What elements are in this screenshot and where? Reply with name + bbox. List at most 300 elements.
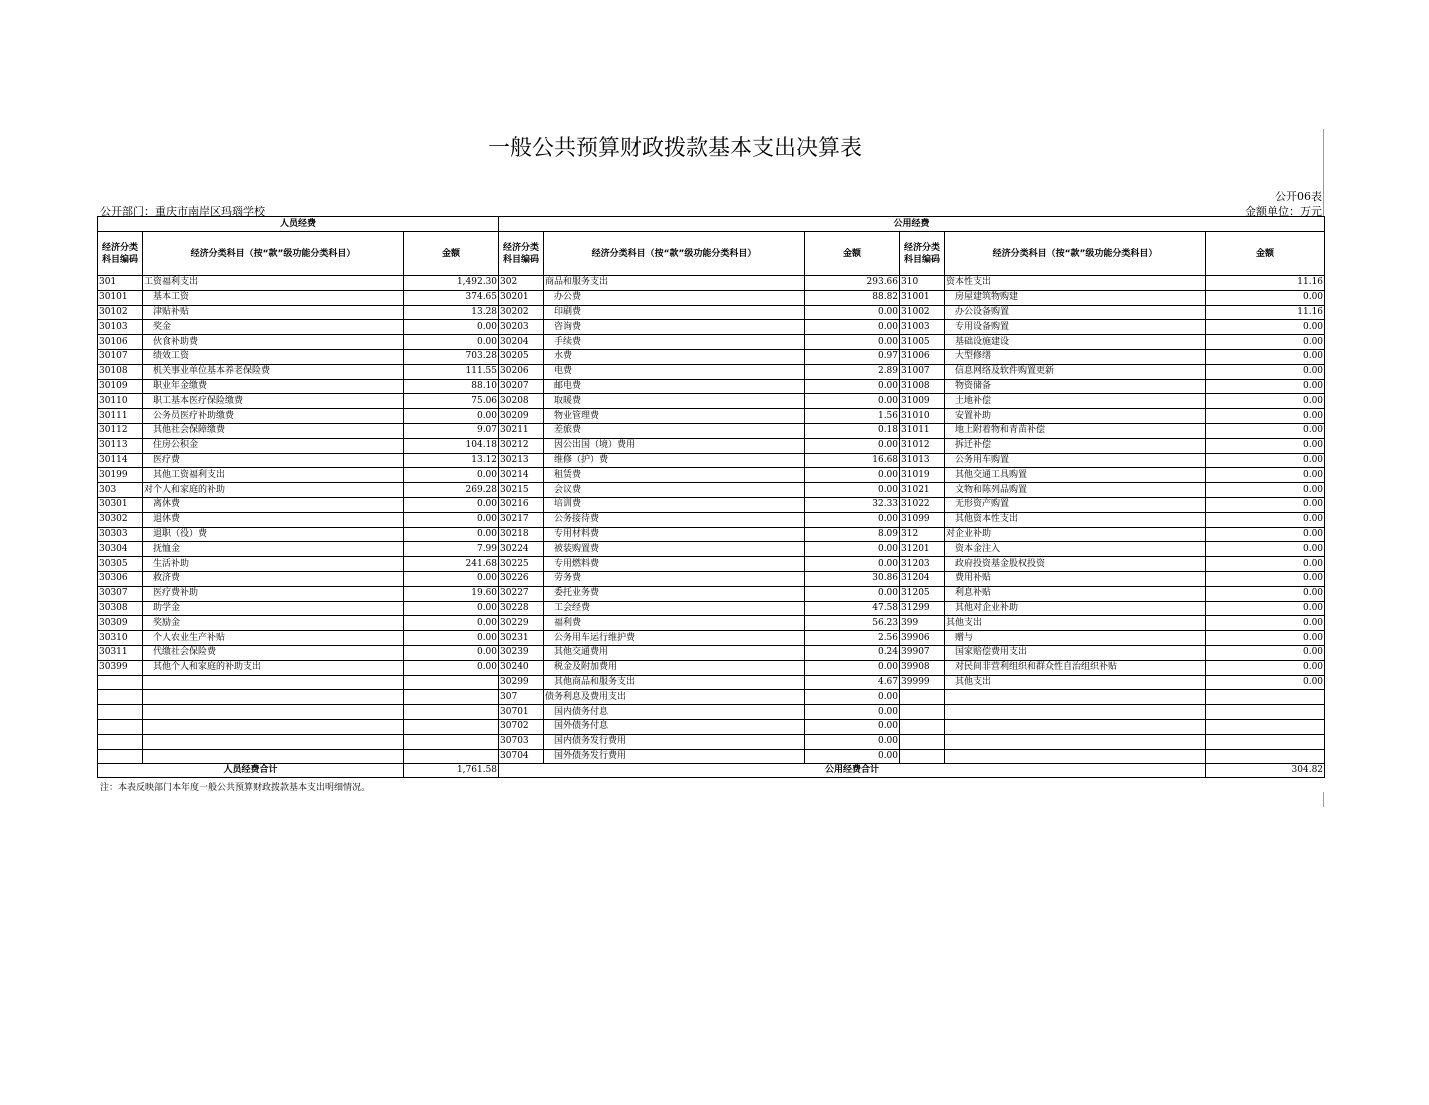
table-row <box>98 276 1325 291</box>
personnel-name-cell: 住房公积金 <box>143 438 404 453</box>
capital-amount-cell <box>1206 719 1325 734</box>
goods-amount-cell: 0.00 <box>805 335 900 350</box>
goods-code-cell: 30204 <box>499 335 544 350</box>
table-row <box>98 364 1325 379</box>
capital-code-cell: 39999 <box>900 675 945 690</box>
personnel-code-cell: 30311 <box>98 645 143 660</box>
goods-name-cell: 取暖费 <box>544 394 805 409</box>
personnel-name-cell: 伙食补助费 <box>143 335 404 350</box>
capital-amount-cell: 11.16 <box>1206 305 1325 320</box>
capital-code-cell: 39907 <box>900 645 945 660</box>
capital-name-cell: 其他对企业补助 <box>945 601 1206 616</box>
capital-name-cell <box>945 734 1206 749</box>
capital-name-cell: 信息网络及软件购置更新 <box>945 364 1206 379</box>
goods-amount-cell: 0.00 <box>805 320 900 335</box>
goods-code-cell: 30228 <box>499 601 544 616</box>
table-row <box>98 468 1325 483</box>
personnel-amount-cell: 111.55 <box>404 364 499 379</box>
form-number: 公开06表 <box>1275 190 1322 203</box>
personnel-section-header: 人员经费 <box>98 217 499 232</box>
goods-code-cell: 30227 <box>499 586 544 601</box>
vertical-rule-bottom <box>1323 792 1324 807</box>
table-row <box>98 660 1325 675</box>
personnel-name-cell: 奖金 <box>143 320 404 335</box>
personnel-name-cell: 医疗费 <box>143 453 404 468</box>
capital-name-cell: 公务用车购置 <box>945 453 1206 468</box>
goods-code-cell: 30206 <box>499 364 544 379</box>
goods-amount-cell: 2.56 <box>805 631 900 646</box>
personnel-code-cell: 30305 <box>98 557 143 572</box>
capital-code-cell: 31005 <box>900 335 945 350</box>
section-header-row <box>98 217 1325 232</box>
capital-name-cell: 其他支出 <box>945 616 1206 631</box>
capital-amount-cell: 0.00 <box>1206 453 1325 468</box>
capital-code-cell: 31019 <box>900 468 945 483</box>
goods-name-cell: 因公出国（境）费用 <box>544 438 805 453</box>
capital-amount-cell: 0.00 <box>1206 349 1325 364</box>
goods-name-cell: 其他交通费用 <box>544 645 805 660</box>
personnel-code-cell: 30301 <box>98 497 143 512</box>
capital-code-cell: 31002 <box>900 305 945 320</box>
goods-name-cell: 培训费 <box>544 497 805 512</box>
capital-amount-cell: 0.00 <box>1206 675 1325 690</box>
goods-code-cell: 30218 <box>499 527 544 542</box>
goods-amount-cell: 0.24 <box>805 645 900 660</box>
capital-code-cell <box>900 705 945 720</box>
capital-amount-cell: 0.00 <box>1206 512 1325 527</box>
page-title: 一般公共预算财政拨款基本支出决算表 <box>487 136 862 161</box>
personnel-amount-cell: 241.68 <box>404 557 499 572</box>
personnel-name-cell <box>143 719 404 734</box>
table-row <box>98 542 1325 557</box>
personnel-code-cell: 30102 <box>98 305 143 320</box>
capital-code-cell: 31007 <box>900 364 945 379</box>
capital-amount-cell: 0.00 <box>1206 335 1325 350</box>
capital-name-cell: 专用设备购置 <box>945 320 1206 335</box>
capital-code-cell: 31012 <box>900 438 945 453</box>
capital-amount-cell: 0.00 <box>1206 645 1325 660</box>
goods-name-cell: 工会经费 <box>544 601 805 616</box>
personnel-code-cell <box>98 734 143 749</box>
goods-amount-cell: 0.00 <box>805 438 900 453</box>
capital-amount-cell: 0.00 <box>1206 497 1325 512</box>
table-row <box>98 335 1325 350</box>
goods-amount-cell: 32.33 <box>805 497 900 512</box>
personnel-amount-cell: 374.65 <box>404 290 499 305</box>
goods-code-cell: 30213 <box>499 453 544 468</box>
goods-amount-cell: 47.58 <box>805 601 900 616</box>
table-row <box>98 675 1325 690</box>
goods-name-cell: 租赁费 <box>544 468 805 483</box>
capital-code-cell: 31205 <box>900 586 945 601</box>
amount-header: 金额 <box>404 232 499 276</box>
capital-amount-cell: 0.00 <box>1206 394 1325 409</box>
personnel-amount-cell: 88.10 <box>404 379 499 394</box>
personnel-code-cell <box>98 749 143 764</box>
personnel-amount-cell: 1,492.30 <box>404 276 499 291</box>
goods-code-cell: 30701 <box>499 705 544 720</box>
personnel-amount-cell: 13.28 <box>404 305 499 320</box>
capital-code-cell: 31021 <box>900 483 945 498</box>
capital-name-cell: 安置补助 <box>945 409 1206 424</box>
capital-code-cell: 31022 <box>900 497 945 512</box>
goods-code-cell: 30212 <box>499 438 544 453</box>
personnel-amount-cell: 0.00 <box>404 335 499 350</box>
personnel-amount-cell: 0.00 <box>404 616 499 631</box>
amount-header: 金额 <box>1206 232 1325 276</box>
goods-amount-cell: 0.00 <box>805 305 900 320</box>
goods-code-cell: 30224 <box>499 542 544 557</box>
capital-name-cell: 拆迁补偿 <box>945 438 1206 453</box>
goods-name-cell: 咨询费 <box>544 320 805 335</box>
personnel-name-cell: 工资福利支出 <box>143 276 404 291</box>
goods-code-cell: 30208 <box>499 394 544 409</box>
goods-code-cell: 30201 <box>499 290 544 305</box>
personnel-code-cell <box>98 690 143 705</box>
personnel-amount-cell: 0.00 <box>404 660 499 675</box>
capital-code-cell: 31204 <box>900 571 945 586</box>
personnel-amount-cell <box>404 719 499 734</box>
goods-amount-cell: 0.00 <box>805 660 900 675</box>
goods-name-cell: 税金及附加费用 <box>544 660 805 675</box>
capital-amount-cell: 0.00 <box>1206 542 1325 557</box>
personnel-amount-cell: 0.00 <box>404 571 499 586</box>
personnel-amount-cell: 13.12 <box>404 453 499 468</box>
code-header: 经济分类科目编码 <box>499 232 544 276</box>
amount-header: 金额 <box>805 232 900 276</box>
goods-name-cell: 电费 <box>544 364 805 379</box>
capital-name-cell: 利息补贴 <box>945 586 1206 601</box>
personnel-amount-cell: 9.07 <box>404 423 499 438</box>
goods-name-cell: 国外债务付息 <box>544 719 805 734</box>
goods-name-cell: 手续费 <box>544 335 805 350</box>
capital-code-cell: 39908 <box>900 660 945 675</box>
capital-name-cell: 国家赔偿费用支出 <box>945 645 1206 660</box>
personnel-code-cell: 30399 <box>98 660 143 675</box>
personnel-code-cell: 30302 <box>98 512 143 527</box>
department-label: 公开部门：重庆市南岸区玛瑙学校 <box>100 205 265 218</box>
code-header: 经济分类科目编码 <box>900 232 945 276</box>
table-row <box>98 453 1325 468</box>
capital-code-cell <box>900 719 945 734</box>
personnel-amount-cell: 0.00 <box>404 497 499 512</box>
capital-amount-cell: 0.00 <box>1206 631 1325 646</box>
capital-amount-cell <box>1206 690 1325 705</box>
personnel-amount-cell: 19.60 <box>404 586 499 601</box>
goods-name-cell: 委托业务费 <box>544 586 805 601</box>
personnel-name-cell: 绩效工资 <box>143 349 404 364</box>
table-row <box>98 394 1325 409</box>
capital-code-cell: 31201 <box>900 542 945 557</box>
personnel-total-value: 1,761.58 <box>404 764 499 778</box>
capital-name-cell: 办公设备购置 <box>945 305 1206 320</box>
capital-code-cell: 31010 <box>900 409 945 424</box>
personnel-name-cell: 津贴补贴 <box>143 305 404 320</box>
personnel-name-cell: 个人农业生产补贴 <box>143 631 404 646</box>
personnel-amount-cell: 75.06 <box>404 394 499 409</box>
personnel-code-cell: 30309 <box>98 616 143 631</box>
goods-amount-cell: 293.66 <box>805 276 900 291</box>
expenditure-table <box>97 216 1325 778</box>
goods-name-cell: 差旅费 <box>544 423 805 438</box>
personnel-name-cell: 离休费 <box>143 497 404 512</box>
capital-name-cell: 房屋建筑物购建 <box>945 290 1206 305</box>
capital-code-cell: 310 <box>900 276 945 291</box>
personnel-amount-cell: 0.00 <box>404 468 499 483</box>
goods-code-cell: 30215 <box>499 483 544 498</box>
goods-amount-cell: 0.00 <box>805 542 900 557</box>
table-row <box>98 290 1325 305</box>
goods-amount-cell: 0.00 <box>805 379 900 394</box>
personnel-code-cell: 30304 <box>98 542 143 557</box>
personnel-amount-cell: 0.00 <box>404 320 499 335</box>
capital-code-cell: 31011 <box>900 423 945 438</box>
goods-amount-cell: 4.67 <box>805 675 900 690</box>
capital-amount-cell <box>1206 734 1325 749</box>
goods-name-cell: 专用材料费 <box>544 527 805 542</box>
capital-name-cell <box>945 719 1206 734</box>
capital-name-cell: 其他支出 <box>945 675 1206 690</box>
personnel-code-cell: 30108 <box>98 364 143 379</box>
capital-amount-cell: 0.00 <box>1206 601 1325 616</box>
table-row <box>98 512 1325 527</box>
personnel-amount-cell: 7.99 <box>404 542 499 557</box>
personnel-code-cell <box>98 675 143 690</box>
capital-amount-cell: 0.00 <box>1206 557 1325 572</box>
capital-amount-cell: 0.00 <box>1206 586 1325 601</box>
capital-amount-cell: 0.00 <box>1206 379 1325 394</box>
personnel-amount-cell: 703.28 <box>404 349 499 364</box>
personnel-name-cell <box>143 675 404 690</box>
goods-name-cell: 债务利息及费用支出 <box>544 690 805 705</box>
goods-code-cell: 30229 <box>499 616 544 631</box>
capital-amount-cell <box>1206 705 1325 720</box>
personnel-amount-cell: 104.18 <box>404 438 499 453</box>
personnel-amount-cell: 0.00 <box>404 601 499 616</box>
personnel-amount-cell <box>404 749 499 764</box>
capital-code-cell: 312 <box>900 527 945 542</box>
goods-amount-cell: 30.86 <box>805 571 900 586</box>
personnel-name-cell <box>143 734 404 749</box>
capital-amount-cell: 0.00 <box>1206 320 1325 335</box>
goods-name-cell: 物业管理费 <box>544 409 805 424</box>
personnel-name-cell: 公务员医疗补助缴费 <box>143 409 404 424</box>
goods-name-cell: 专用燃料费 <box>544 557 805 572</box>
personnel-code-cell: 30307 <box>98 586 143 601</box>
table-row <box>98 631 1325 646</box>
code-header: 经济分类科目编码 <box>98 232 143 276</box>
name-header: 经济分类科目（按“款”级功能分类科目） <box>544 232 805 276</box>
capital-name-cell: 赠与 <box>945 631 1206 646</box>
goods-name-cell: 公务用车运行维护费 <box>544 631 805 646</box>
goods-code-cell: 30299 <box>499 675 544 690</box>
goods-code-cell: 30231 <box>499 631 544 646</box>
personnel-code-cell: 30110 <box>98 394 143 409</box>
personnel-code-cell <box>98 719 143 734</box>
unit-label: 金额单位：万元 <box>1245 205 1322 218</box>
totals-row <box>98 764 1325 778</box>
personnel-code-cell: 30101 <box>98 290 143 305</box>
goods-name-cell: 办公费 <box>544 290 805 305</box>
personnel-name-cell: 基本工资 <box>143 290 404 305</box>
vertical-rule-top <box>1323 129 1324 216</box>
personnel-code-cell: 30113 <box>98 438 143 453</box>
personnel-amount-cell: 0.00 <box>404 645 499 660</box>
capital-name-cell: 无形资产购置 <box>945 497 1206 512</box>
capital-amount-cell: 0.00 <box>1206 483 1325 498</box>
capital-name-cell: 其他交通工具购置 <box>945 468 1206 483</box>
table-row <box>98 527 1325 542</box>
table-row <box>98 705 1325 720</box>
table-row <box>98 349 1325 364</box>
goods-amount-cell: 56.23 <box>805 616 900 631</box>
capital-amount-cell: 0.00 <box>1206 290 1325 305</box>
personnel-amount-cell: 0.00 <box>404 409 499 424</box>
capital-name-cell: 对民间非营利组织和群众性自治组织补贴 <box>945 660 1206 675</box>
goods-amount-cell: 0.00 <box>805 749 900 764</box>
goods-amount-cell: 0.00 <box>805 690 900 705</box>
goods-code-cell: 30202 <box>499 305 544 320</box>
goods-name-cell: 国内债务发行费用 <box>544 734 805 749</box>
personnel-name-cell: 代缴社会保险费 <box>143 645 404 660</box>
personnel-amount-cell <box>404 705 499 720</box>
goods-amount-cell: 0.00 <box>805 483 900 498</box>
goods-code-cell: 30216 <box>499 497 544 512</box>
capital-name-cell: 地上附着物和青苗补偿 <box>945 423 1206 438</box>
goods-amount-cell: 0.00 <box>805 719 900 734</box>
personnel-amount-cell: 269.28 <box>404 483 499 498</box>
goods-name-cell: 国外债务发行费用 <box>544 749 805 764</box>
goods-amount-cell: 0.00 <box>805 586 900 601</box>
table-row <box>98 557 1325 572</box>
personnel-code-cell: 30112 <box>98 423 143 438</box>
table-row <box>98 719 1325 734</box>
personnel-name-cell: 机关事业单位基本养老保险费 <box>143 364 404 379</box>
goods-amount-cell: 88.82 <box>805 290 900 305</box>
table-row <box>98 571 1325 586</box>
personnel-code-cell: 30114 <box>98 453 143 468</box>
capital-amount-cell: 0.00 <box>1206 616 1325 631</box>
goods-name-cell: 福利费 <box>544 616 805 631</box>
capital-name-cell: 大型修缮 <box>945 349 1206 364</box>
personnel-amount-cell: 0.00 <box>404 527 499 542</box>
public-section-header: 公用经费 <box>499 217 1325 232</box>
goods-amount-cell: 0.00 <box>805 557 900 572</box>
personnel-code-cell: 30306 <box>98 571 143 586</box>
goods-amount-cell: 2.89 <box>805 364 900 379</box>
capital-name-cell <box>945 749 1206 764</box>
personnel-name-cell: 职工基本医疗保险缴费 <box>143 394 404 409</box>
public-total-label: 公用经费合计 <box>499 764 1206 778</box>
capital-amount-cell <box>1206 749 1325 764</box>
capital-code-cell: 39906 <box>900 631 945 646</box>
goods-amount-cell: 0.00 <box>805 512 900 527</box>
capital-amount-cell: 0.00 <box>1206 364 1325 379</box>
goods-code-cell: 30226 <box>499 571 544 586</box>
table-row <box>98 601 1325 616</box>
personnel-name-cell: 退休费 <box>143 512 404 527</box>
capital-name-cell: 其他资本性支出 <box>945 512 1206 527</box>
goods-code-cell: 30217 <box>499 512 544 527</box>
personnel-name-cell: 奖励金 <box>143 616 404 631</box>
table-row <box>98 749 1325 764</box>
capital-code-cell: 31003 <box>900 320 945 335</box>
goods-name-cell: 被装购置费 <box>544 542 805 557</box>
capital-code-cell: 31099 <box>900 512 945 527</box>
capital-amount-cell: 11.16 <box>1206 276 1325 291</box>
goods-amount-cell: 0.00 <box>805 734 900 749</box>
capital-name-cell: 资本金注入 <box>945 542 1206 557</box>
goods-code-cell: 30205 <box>499 349 544 364</box>
goods-name-cell: 印刷费 <box>544 305 805 320</box>
capital-name-cell: 政府投资基金股权投资 <box>945 557 1206 572</box>
goods-code-cell: 30203 <box>499 320 544 335</box>
goods-amount-cell: 0.18 <box>805 423 900 438</box>
table-row <box>98 409 1325 424</box>
personnel-amount-cell <box>404 675 499 690</box>
table-row <box>98 438 1325 453</box>
personnel-total-label: 人员经费合计 <box>98 764 404 778</box>
capital-code-cell: 31203 <box>900 557 945 572</box>
table-row <box>98 645 1325 660</box>
capital-amount-cell: 0.00 <box>1206 438 1325 453</box>
capital-code-cell <box>900 749 945 764</box>
table-row <box>98 616 1325 631</box>
personnel-name-cell: 对个人和家庭的补助 <box>143 483 404 498</box>
goods-code-cell: 30211 <box>499 423 544 438</box>
capital-code-cell <box>900 690 945 705</box>
capital-name-cell: 资本性支出 <box>945 276 1206 291</box>
goods-amount-cell: 16.68 <box>805 453 900 468</box>
personnel-name-cell: 助学金 <box>143 601 404 616</box>
capital-name-cell: 费用补贴 <box>945 571 1206 586</box>
personnel-code-cell: 30109 <box>98 379 143 394</box>
capital-code-cell: 31006 <box>900 349 945 364</box>
capital-amount-cell: 0.00 <box>1206 468 1325 483</box>
table-row <box>98 586 1325 601</box>
goods-amount-cell: 8.09 <box>805 527 900 542</box>
table-row <box>98 423 1325 438</box>
personnel-name-cell <box>143 705 404 720</box>
public-total-value: 304.82 <box>1206 764 1325 778</box>
goods-code-cell: 307 <box>499 690 544 705</box>
capital-code-cell: 399 <box>900 616 945 631</box>
personnel-code-cell: 30107 <box>98 349 143 364</box>
personnel-name-cell: 其他社会保障缴费 <box>143 423 404 438</box>
goods-name-cell: 劳务费 <box>544 571 805 586</box>
goods-amount-cell: 1.56 <box>805 409 900 424</box>
capital-name-cell: 物资储备 <box>945 379 1206 394</box>
capital-code-cell: 31299 <box>900 601 945 616</box>
goods-name-cell: 维修（护）费 <box>544 453 805 468</box>
personnel-code-cell: 30111 <box>98 409 143 424</box>
goods-code-cell: 30240 <box>499 660 544 675</box>
personnel-name-cell <box>143 690 404 705</box>
name-header: 经济分类科目（按“款”级功能分类科目） <box>143 232 404 276</box>
goods-code-cell: 30225 <box>499 557 544 572</box>
capital-name-cell: 对企业补助 <box>945 527 1206 542</box>
capital-name-cell <box>945 705 1206 720</box>
goods-name-cell: 商品和服务支出 <box>544 276 805 291</box>
personnel-amount-cell <box>404 734 499 749</box>
goods-name-cell: 会议费 <box>544 483 805 498</box>
capital-amount-cell: 0.00 <box>1206 571 1325 586</box>
table-row <box>98 497 1325 512</box>
personnel-name-cell: 抚恤金 <box>143 542 404 557</box>
table-row <box>98 305 1325 320</box>
personnel-amount-cell <box>404 690 499 705</box>
capital-name-cell: 文物和陈列品购置 <box>945 483 1206 498</box>
